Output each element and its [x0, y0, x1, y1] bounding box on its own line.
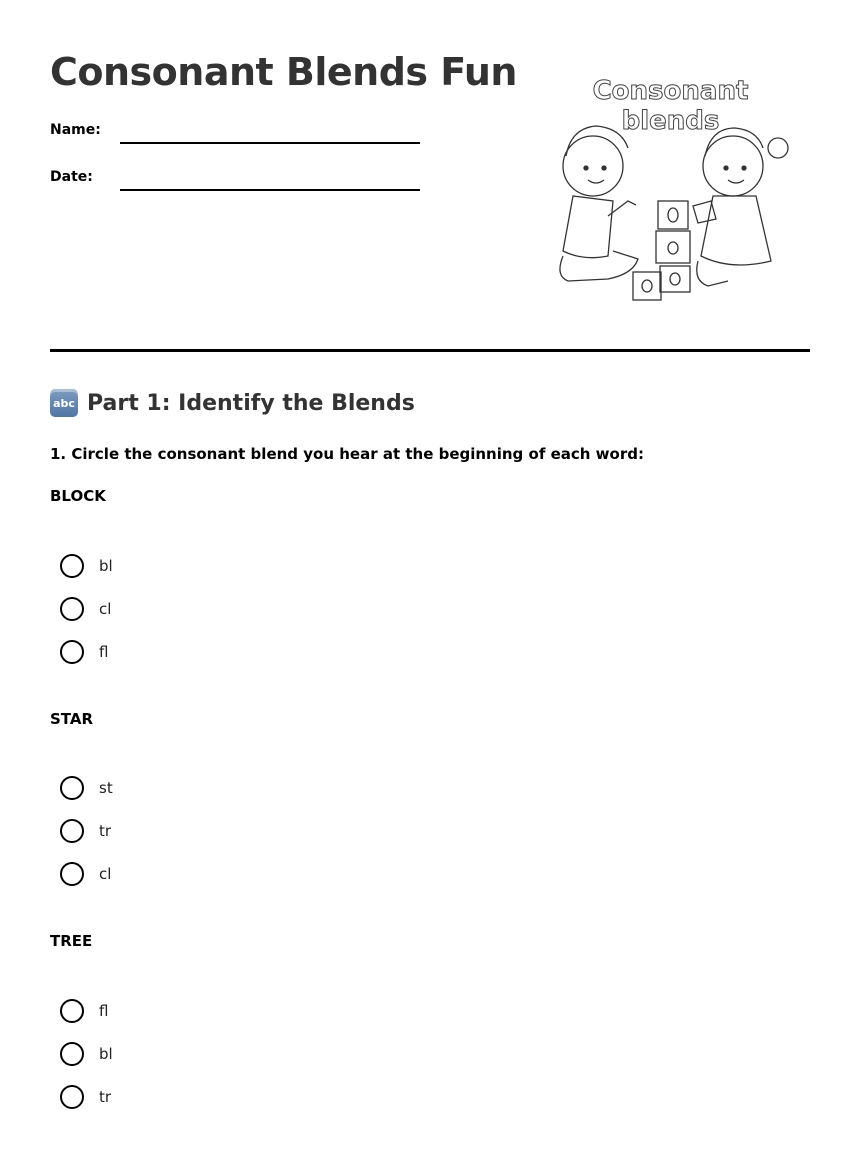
- option-label: bl: [99, 1045, 113, 1063]
- word-label: BLOCK: [50, 487, 106, 505]
- radio-circle[interactable]: [60, 1042, 84, 1066]
- name-input-line[interactable]: [120, 142, 420, 144]
- word-label: STAR: [50, 710, 94, 728]
- option-label: cl: [99, 865, 112, 883]
- name-field: [50, 122, 101, 138]
- date-input-line[interactable]: [120, 189, 420, 191]
- option-item[interactable]: [60, 554, 113, 578]
- radio-circle[interactable]: [60, 1085, 84, 1109]
- option-label: fl: [99, 643, 109, 661]
- radio-circle[interactable]: [60, 776, 84, 800]
- radio-circle[interactable]: [60, 999, 84, 1023]
- illustration-title: Consonant blends: [592, 76, 749, 136]
- option-item[interactable]: [60, 999, 108, 1023]
- option-item[interactable]: [60, 1085, 111, 1109]
- radio-circle[interactable]: [60, 554, 84, 578]
- abc-icon: abc: [50, 389, 78, 417]
- option-item[interactable]: [60, 862, 111, 886]
- option-label: tr: [99, 822, 112, 840]
- option-item[interactable]: [60, 640, 108, 664]
- option-label: cl: [99, 600, 112, 618]
- kids-with-blocks-drawing: [548, 76, 793, 306]
- name-label: Name:: [50, 122, 101, 138]
- date-field: [50, 169, 93, 185]
- option-item[interactable]: [60, 819, 111, 843]
- part1-heading: [50, 389, 415, 417]
- radio-circle[interactable]: [60, 597, 84, 621]
- date-label: Date:: [50, 169, 93, 185]
- option-label: bl: [99, 557, 113, 575]
- option-label: st: [99, 779, 113, 797]
- option-item[interactable]: [60, 776, 113, 800]
- option-item[interactable]: [60, 1042, 113, 1066]
- radio-circle[interactable]: [60, 819, 84, 843]
- radio-circle[interactable]: [60, 640, 84, 664]
- option-item[interactable]: [60, 597, 111, 621]
- section-divider: [50, 349, 810, 352]
- option-label: fl: [99, 1002, 109, 1020]
- word-label: TREE: [50, 932, 93, 950]
- question-1: 1. Circle the consonant blend you hear at the beginning of each word:: [50, 445, 644, 463]
- worksheet-title: Consonant Blends Fun: [50, 50, 517, 94]
- radio-circle[interactable]: [60, 862, 84, 886]
- option-label: tr: [99, 1088, 112, 1106]
- children-illustration: [548, 76, 793, 306]
- part1-heading-text: Part 1: Identify the Blends: [87, 390, 415, 416]
